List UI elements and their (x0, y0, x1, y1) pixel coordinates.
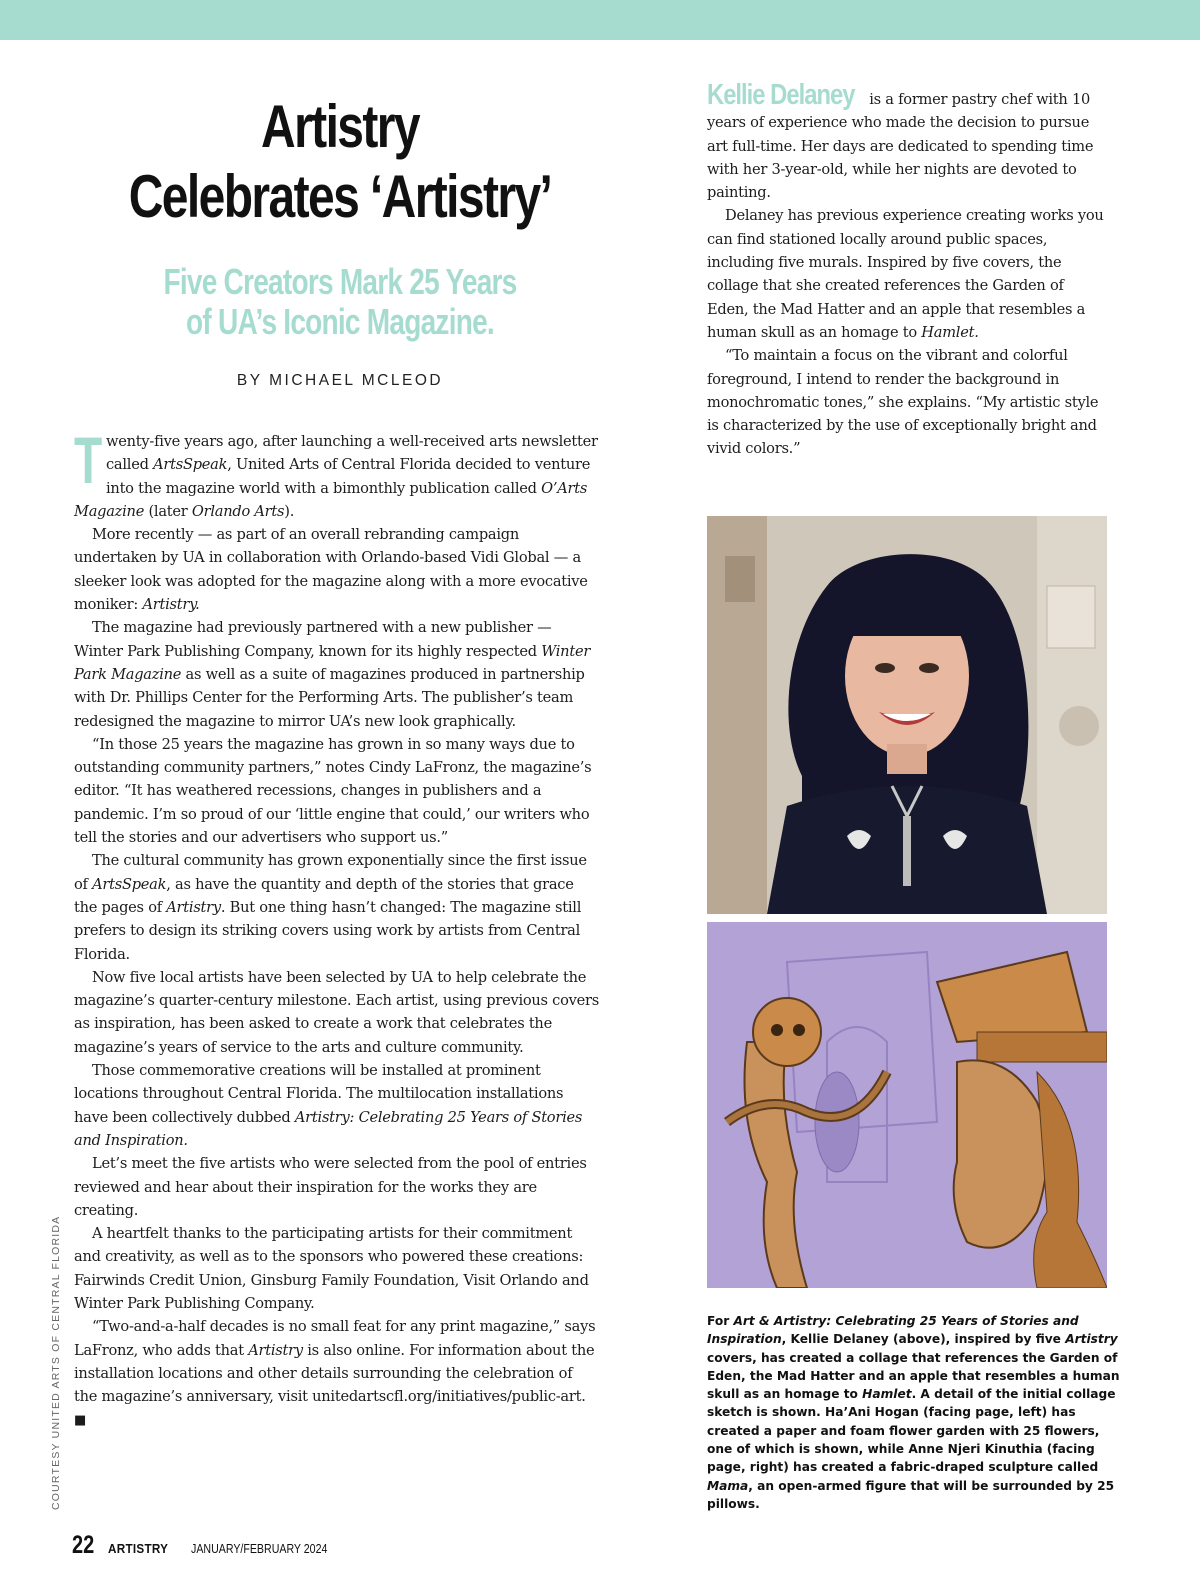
text-run: More recently — as part of an overall rebranding campaign undertaken by UA in collaboration with Orlando-based Vidi Global — a sleeker look was adopted for the magazine along with a more evocative moniker: (74, 526, 588, 614)
article-left-column (74, 423, 599, 1433)
text-run: “In those 25 years the magazine has grown in so many ways due to outstanding community partners,” notes Cindy LaFronz, the magazine’s editor. “It has weathered recessions, changes in publishers and a pandemic. I’m so proud of our ‘little engine that could,’ our writers who tell the stories and our advertisers who support us.” (74, 735, 592, 847)
text-run: , an open-armed figure that will be surrounded by 25 pillows. (707, 1478, 1115, 1511)
text-run: . A detail of the initial collage sketch is shown. Ha’Ani Hogan (facing page, left) has created a paper and foam flower garden with 25 flowers, one of which is shown, while Anne Njeri Kinuthia (facing page, right) has created a fabric-draped sculpture called (707, 1387, 1116, 1475)
artist-portrait-photo (707, 516, 1107, 914)
artist-name: Kellie Delaney (707, 79, 855, 111)
italic-text-run: Artistry (166, 898, 221, 916)
text-run: “Two-and-a-half decades is no small feat for any print magazine,” says LaFronz, who adds that (74, 1318, 596, 1359)
text-run: , as have the quantity and depth of the stories that grace the pages of (74, 875, 574, 916)
artist-profile-column (707, 79, 1107, 461)
article-paragraph-7 (74, 1059, 599, 1152)
article-paragraph-4 (74, 733, 599, 849)
text-run: “To maintain a focus on the vibrant and colorful foreground, I intend to render the background in monochromatic tones,” she explains. “My artistic style is characterized by the use of exceptionally bright and vivid colors.” (707, 347, 1099, 458)
italic-text-run: ArtsSpeak (153, 456, 228, 474)
italic-text-run: Orlando Arts (191, 502, 285, 520)
italic-text-run: Art & Artistry: Celebrating 25 Years of Stories and Inspiration (707, 1314, 1079, 1347)
italic-text-run: Artistry: Celebrating 25 Years of Stories and Inspiration. (74, 1108, 583, 1149)
text-run: wenty-five years ago, after launching a well-received arts newsletter called (106, 433, 598, 474)
article-paragraph-6 (74, 966, 599, 1059)
drop-cap: T (74, 423, 103, 497)
article-paragraph-2 (74, 523, 599, 616)
text-run: Delaney has previous experience creating works you can find stationed locally around public spaces, including five murals. Inspired by five covers, the collage that she created references the Garden of Eden, the Mad Hatter and an apple that resembles a human skull as an homage to (707, 207, 1104, 341)
text-run: (later (144, 502, 192, 520)
text-run: , Kellie Delaney (above), inspired by five (781, 1332, 1066, 1347)
text-run: Those commemorative creations will be installed at prominent locations throughout Central Florida. The multilocation installations have been collectively dubbed (74, 1062, 564, 1126)
italic-text-run: Hamlet (862, 1387, 912, 1402)
page-title (116, 92, 564, 232)
text-run: , United Arts of Central Florida decided to venture into the magazine world with a bimonthly publication called (106, 456, 591, 497)
italic-text-run: Artistry. (142, 596, 200, 614)
italic-text-run: ArtsSpeak (92, 875, 167, 893)
text-run: Let’s meet the five artists who were selected from the pool of entries reviewed and hear about their inspiration for the works they are creating. (74, 1155, 587, 1219)
text-run: covers, has created a collage that references the Garden of Eden, the Mad Hatter and an apple that resembles a human skull as an homage to (707, 1350, 1120, 1402)
issue-date: JANUARY/FEBRUARY 2024 (190, 1542, 328, 1556)
italic-text-run: Winter Park Magazine (74, 642, 591, 683)
italic-text-run: Hamlet. (921, 323, 979, 341)
artist-paragraph-1 (707, 79, 1107, 204)
article-paragraph-1 (74, 423, 599, 523)
article-paragraph-5 (74, 849, 599, 965)
collage-sketch-image (707, 922, 1107, 1288)
text-run: For (707, 1314, 734, 1328)
text-run: Now five local artists have been selected by UA to help celebrate the magazine’s quarter-century milestone. Each artist, using previous covers as inspiration, has been asked to create a work that celebrates the magazine’s years of service to the arts and culture community. (74, 968, 599, 1056)
photo-credit: COURTESY UNITED ARTS OF CENTRAL FLORIDA (50, 1215, 62, 1510)
artist-paragraph-3 (707, 344, 1107, 460)
image-caption (707, 1312, 1121, 1513)
text-run: A heartfelt thanks to the participating artists for their commitment and creativity, as well as to the sponsors who powered these creations: Fairwinds Credit Union, Ginsburg Family Foundation, Visit Orlando and Winter Park Publishing Company. (74, 1225, 589, 1312)
text-run: The magazine had previously partnered with a new publisher — Winter Park Publishing Company, known for its highly respected (74, 619, 552, 660)
title-line-2: Celebrates ‘Artistry’ (128, 163, 552, 230)
magazine-name: ARTISTRY (107, 1541, 169, 1556)
text-run: as well as a suite of magazines produced in partnership with Dr. Phillips Center for the Performing Arts. The publisher’s team redesigned the magazine to mirror UA’s new look graphically. (74, 665, 585, 730)
text-run: . But one thing hasn’t changed: The magazine still prefers to design its striking covers using work by artists from Central Florida. (74, 898, 582, 963)
subtitle (122, 262, 559, 342)
italic-text-run: Mama (707, 1478, 749, 1493)
text-run: ). (284, 502, 295, 520)
end-mark: ■ (74, 1413, 87, 1429)
article-paragraph-3 (74, 616, 599, 732)
page-footer (72, 1531, 351, 1557)
text-run: The cultural community has grown exponentially since the first issue of (74, 852, 587, 893)
subtitle-line-2: of UA’s Iconic Magazine. (186, 301, 494, 342)
text-run: is also online. For information about the installation locations and other details surrounding the celebration of the magazine’s anniversary, visit unitedartscfl.org/initiatives/public-art. (74, 1341, 595, 1406)
subtitle-line-1: Five Creators Mark 25 Years (163, 261, 517, 302)
article-paragraph-10 (74, 1315, 599, 1432)
title-line-1: Artistry (261, 93, 419, 160)
italic-text-run: Artistry (1065, 1332, 1118, 1347)
page-number: 22 (72, 1531, 95, 1559)
artist-paragraph-2 (707, 204, 1107, 344)
italic-text-run: Artistry (248, 1341, 303, 1359)
top-color-band (0, 0, 1200, 40)
article-paragraph-9 (74, 1222, 599, 1315)
italic-text-run: O’Arts Magazine (74, 479, 588, 520)
byline: BY MICHAEL MCLEOD (236, 372, 444, 389)
article-paragraph-8 (74, 1152, 599, 1222)
text-run: is a former pastry chef with 10 years of experience who made the decision to pursue art full-time. Her days are dedicated to spending time with her 3-year-old, while her nights are devoted to painting. (707, 91, 1094, 202)
